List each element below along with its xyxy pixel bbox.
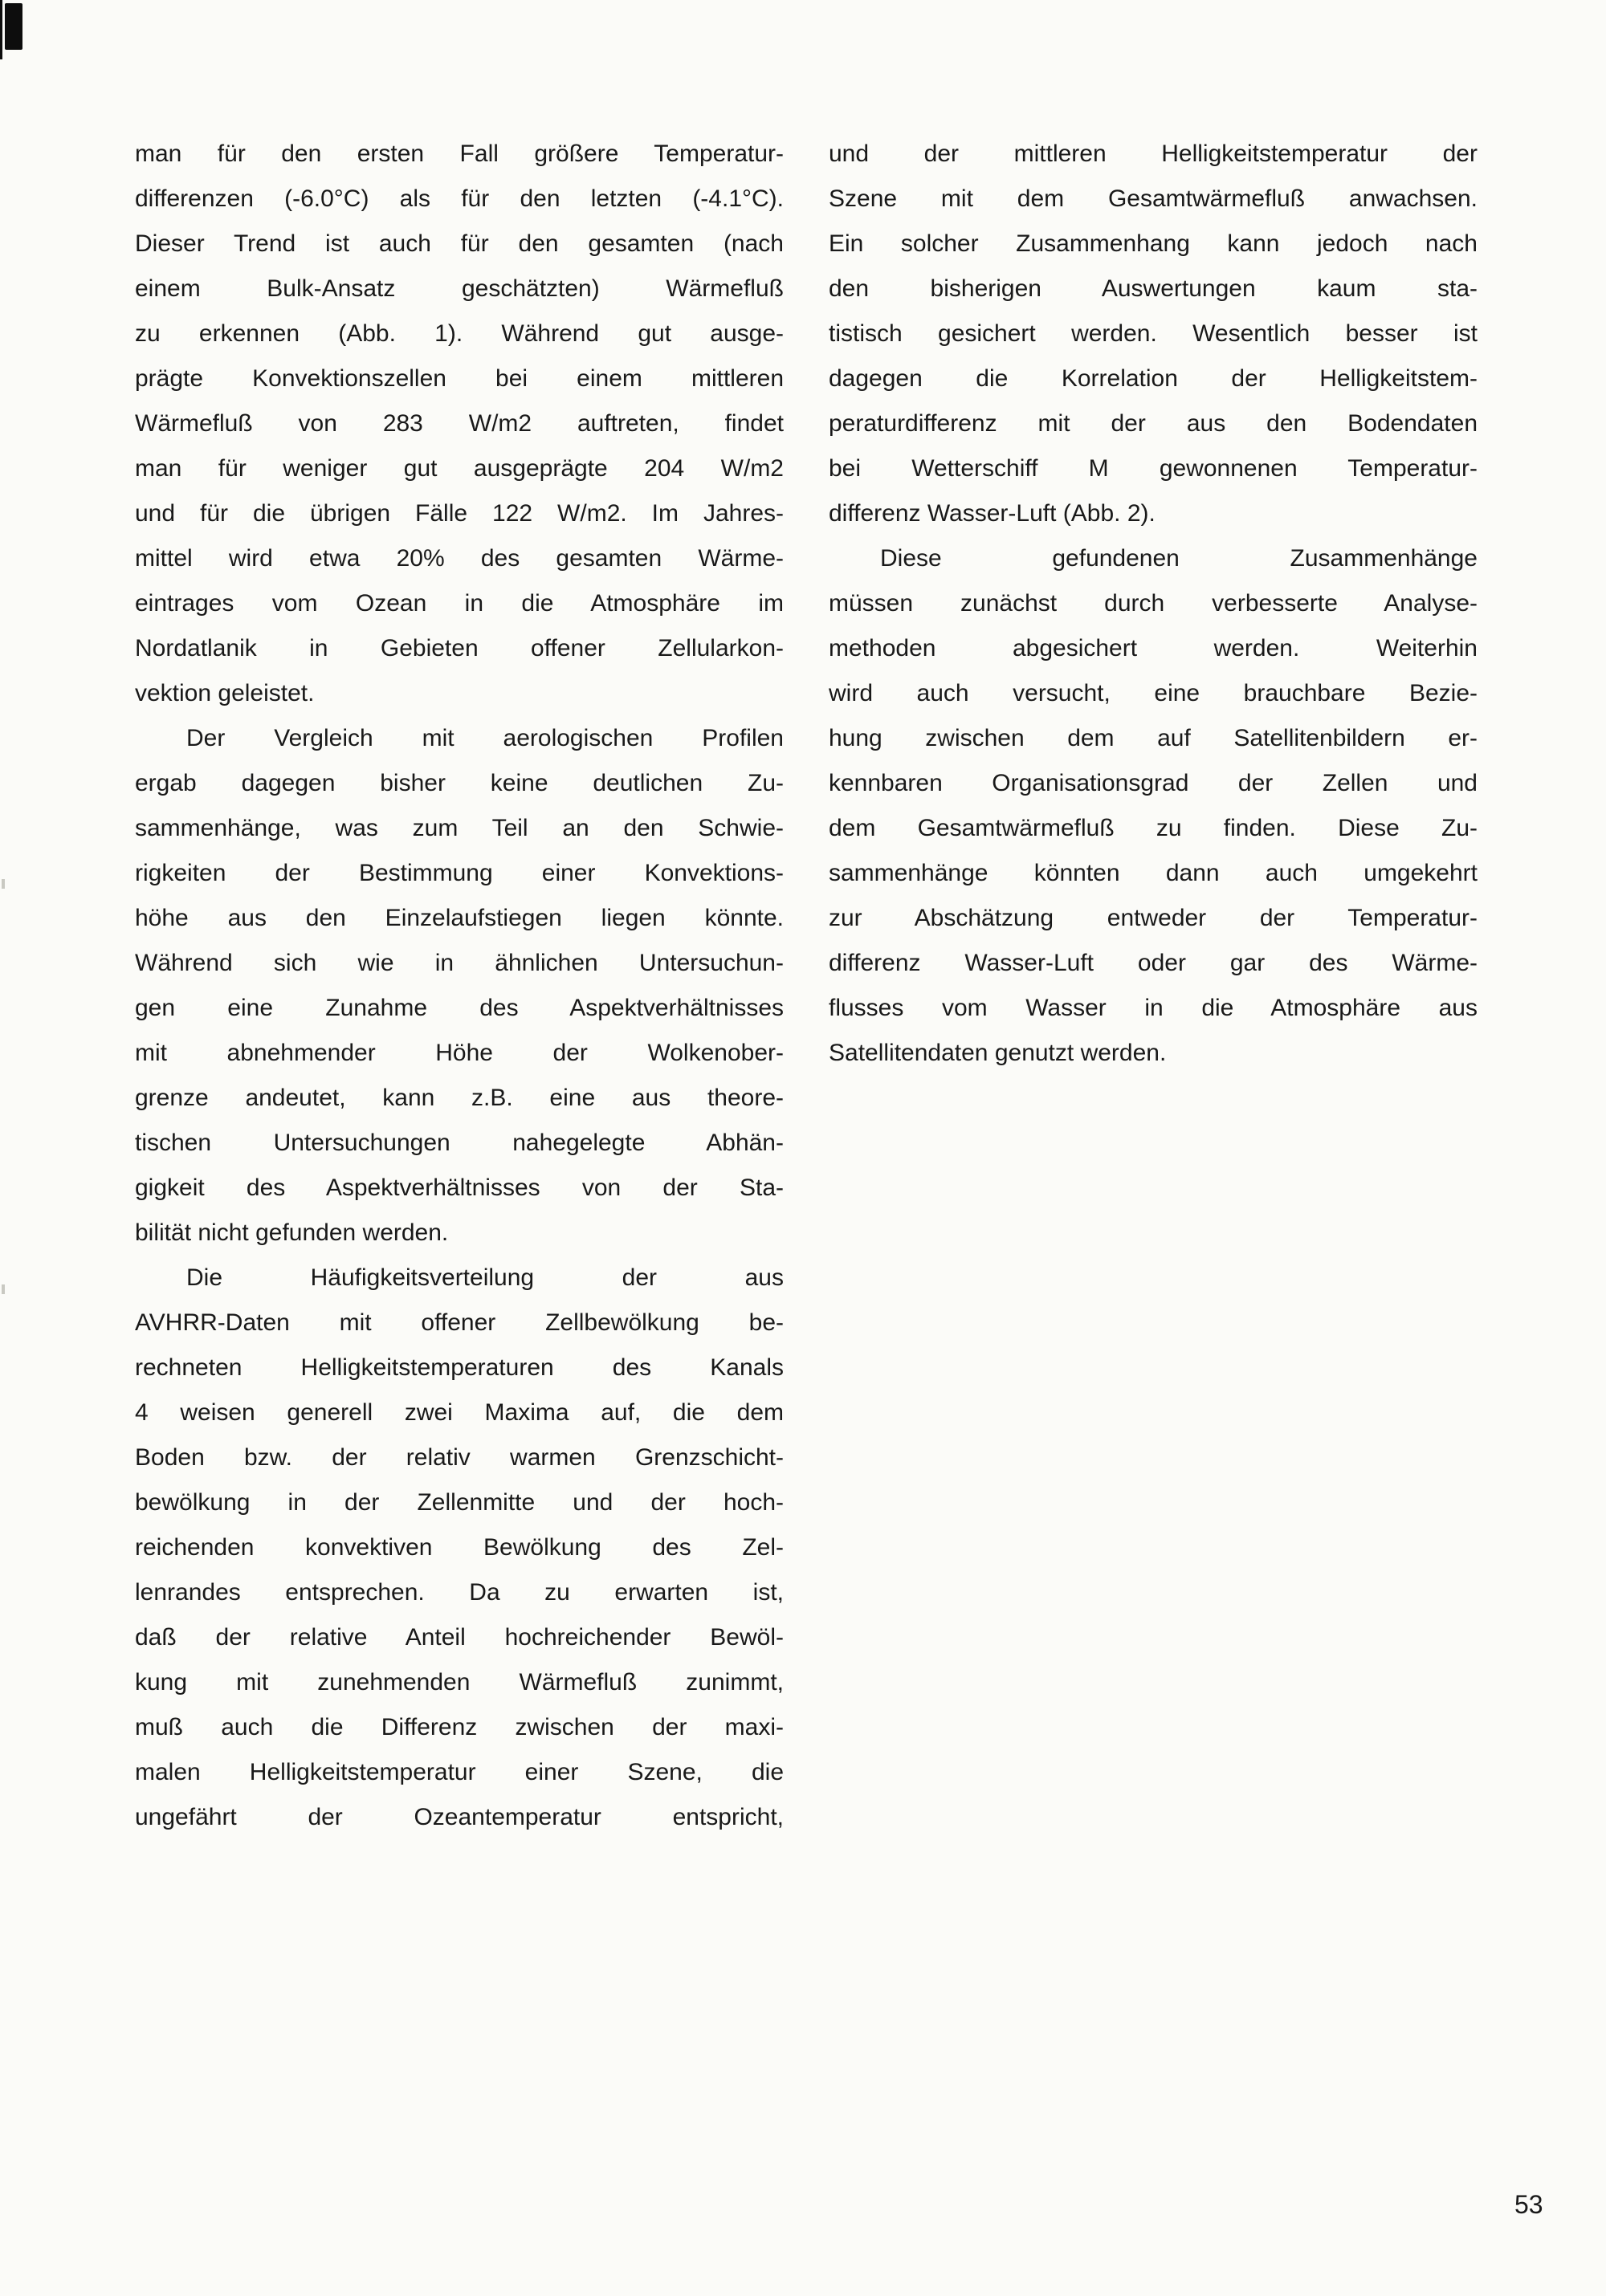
text-line: Satellitendaten genutzt werden.	[829, 1040, 1167, 1066]
right-column	[829, 132, 1478, 1840]
paragraph	[135, 716, 784, 1256]
text-line: vektion geleistet.	[135, 680, 315, 706]
text-line: Wärmefluß von 283 W/m2 auftreten, findet	[135, 410, 784, 437]
text-line: differenz Wasser-Luft oder gar des Wärme-	[829, 950, 1478, 976]
text-line: peraturdifferenz mit der aus den Bodendaten	[829, 410, 1478, 437]
text-line: prägte Konvektionszellen bei einem mittleren	[135, 365, 784, 392]
text-line: mittel wird etwa 20% des gesamten Wärme-	[135, 545, 784, 572]
text-line: und für die übrigen Fälle 122 W/m2. Im Jahres-	[135, 500, 784, 527]
text-line: müssen zunächst durch verbesserte Analyse-	[829, 590, 1478, 617]
text-line: eintrages vom Ozean in die Atmosphäre im	[135, 590, 784, 617]
left-column	[135, 132, 784, 1840]
text-line: kung mit zunehmenden Wärmefluß zunimmt,	[135, 1669, 784, 1696]
paragraph	[829, 536, 1478, 1076]
text-line: AVHRR-Daten mit offener Zellbewölkung be-	[135, 1309, 784, 1336]
text-line: hung zwischen dem auf Satellitenbildern er-	[829, 725, 1478, 751]
text-line: zur Abschätzung entweder der Temperatur-	[829, 905, 1478, 931]
paragraph	[135, 132, 784, 716]
text-line: Während sich wie in ähnlichen Untersuchun-	[135, 950, 784, 976]
text-line: Boden bzw. der relativ warmen Grenzschicht-	[135, 1444, 784, 1471]
text-line: man für den ersten Fall größere Temperatur-	[135, 140, 784, 167]
text-line: differenz Wasser-Luft (Abb. 2).	[829, 500, 1156, 527]
text-line: tistisch gesichert werden. Wesentlich besser ist	[829, 320, 1478, 347]
text-line: sammenhänge könnten dann auch umgekehrt	[829, 860, 1478, 886]
text-line: Dieser Trend ist auch für den gesamten (nach	[135, 230, 784, 257]
paragraph	[829, 132, 1478, 536]
text-line: flusses vom Wasser in die Atmosphäre aus	[829, 995, 1478, 1021]
text-line: lenrandes entsprechen. Da zu erwarten ist,	[135, 1579, 784, 1606]
text-line: einem Bulk-Ansatz geschätzten) Wärmefluß	[135, 275, 784, 302]
text-line: reichenden konvektiven Bewölkung des Zel-	[135, 1534, 784, 1561]
text-columns	[135, 132, 1478, 1840]
text-line: zu erkennen (Abb. 1). Während gut ausge-	[135, 320, 784, 347]
text-line: rigkeiten der Bestimmung einer Konvektions-	[135, 860, 784, 886]
text-line: Der Vergleich mit aerologischen Profilen	[186, 725, 784, 751]
text-line: Ein solcher Zusammenhang kann jedoch nach	[829, 230, 1478, 257]
text-line: tischen Untersuchungen nahegelegte Abhän-	[135, 1130, 784, 1156]
text-line: Die Häufigkeitsverteilung der aus	[186, 1264, 784, 1291]
text-line: malen Helligkeitstemperatur einer Szene, die	[135, 1759, 784, 1785]
text-line: ergab dagegen bisher keine deutlichen Zu-	[135, 770, 784, 796]
scan-edge-mark	[0, 0, 2, 59]
text-line: Diese gefundenen Zusammenhänge	[880, 545, 1478, 572]
text-line: differenzen (-6.0°C) als für den letzten (-4.1°C).	[135, 185, 784, 212]
scan-tick-mark	[2, 1284, 5, 1294]
page-number: 53	[1514, 2190, 1543, 2219]
scan-corner-mark	[5, 3, 22, 50]
text-line: wird auch versucht, eine brauchbare Bezie-	[829, 680, 1478, 706]
text-line: rechneten Helligkeitstemperaturen des Kanals	[135, 1354, 784, 1381]
text-line: daß der relative Anteil hochreichender Bewöl-	[135, 1624, 784, 1651]
text-line: bewölkung in der Zellenmitte und der hoch-	[135, 1489, 784, 1516]
text-line: dem Gesamtwärmefluß zu finden. Diese Zu-	[829, 815, 1478, 841]
text-line: höhe aus den Einzelaufstiegen liegen könnte.	[135, 905, 784, 931]
text-line: kennbaren Organisationsgrad der Zellen und	[829, 770, 1478, 796]
text-line: grenze andeutet, kann z.B. eine aus theore-	[135, 1085, 784, 1111]
text-line: muß auch die Differenz zwischen der maxi-	[135, 1714, 784, 1740]
text-line: ungefährt der Ozeantemperatur entspricht,	[135, 1804, 784, 1830]
text-line: man für weniger gut ausgeprägte 204 W/m2	[135, 455, 784, 482]
text-line: Nordatlanik in Gebieten offener Zellularkon-	[135, 635, 784, 662]
text-line: bei Wetterschiff M gewonnenen Temperatur-	[829, 455, 1478, 482]
text-line: dagegen die Korrelation der Helligkeitstem-	[829, 365, 1478, 392]
text-line: methoden abgesichert werden. Weiterhin	[829, 635, 1478, 662]
text-line: Szene mit dem Gesamtwärmefluß anwachsen.	[829, 185, 1478, 212]
paragraph	[135, 1256, 784, 1840]
text-line: gen eine Zunahme des Aspektverhältnisses	[135, 995, 784, 1021]
text-line: gigkeit des Aspektverhältnisses von der Sta-	[135, 1174, 784, 1201]
text-line: und der mittleren Helligkeitstemperatur der	[829, 140, 1478, 167]
scan-tick-mark	[2, 879, 5, 889]
text-line: sammenhänge, was zum Teil an den Schwie-	[135, 815, 784, 841]
text-line: bilität nicht gefunden werden.	[135, 1219, 449, 1246]
text-line: den bisherigen Auswertungen kaum sta-	[829, 275, 1478, 302]
text-line: mit abnehmender Höhe der Wolkenober-	[135, 1040, 784, 1066]
text-line: 4 weisen generell zwei Maxima auf, die dem	[135, 1399, 784, 1426]
